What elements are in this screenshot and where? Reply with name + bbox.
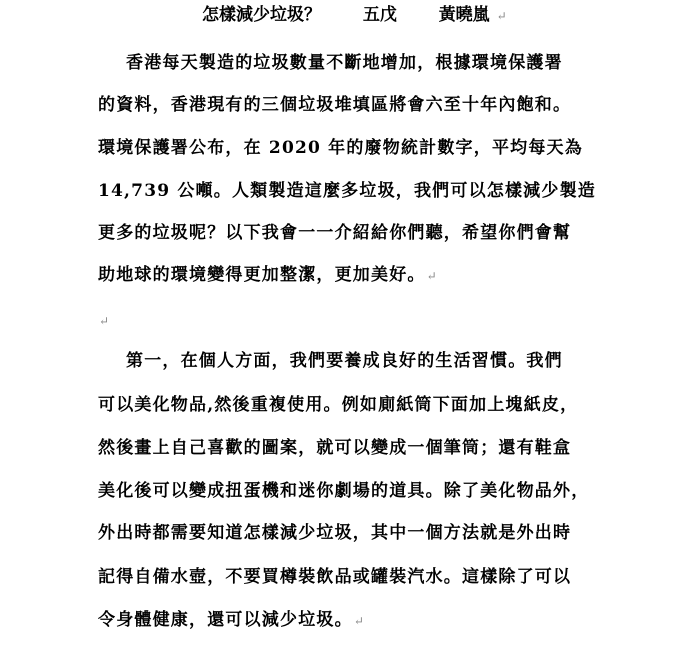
paragraph-1-line-1: 香港每天製造的垃圾數量不斷地增加，根據環境保護署 (126, 53, 563, 73)
paragraph-2-line-2: 可以美化物品,然後重複使用。例如廁紙筒下面加上塊紙皮， (98, 395, 579, 415)
paragraph-2-line-4: 美化後可以變成扭蛋機和迷你劇場的道具。除了美化物品外， (98, 481, 590, 501)
paragraph-2-line-7-text: 令身體健康，還可以減少垃圾。 (98, 610, 353, 630)
paragraph-1-line-6 (98, 264, 438, 287)
paragraph-1-line-3: 環境保護署公布，在 2020 年的廢物統計數字，平均每天為 (98, 138, 583, 158)
document-title (202, 4, 507, 27)
paragraph-2-line-7 (98, 609, 365, 632)
title-class: 五戊 (362, 5, 397, 25)
paragraph-2-line-6: 記得自備水壺，不要買樽裝飲品或罐裝汽水。這樣除了可以 (98, 567, 572, 587)
paragraph-2-line-1: 第一，在個人方面，我們要養成良好的生活習慣。我們 (126, 351, 563, 371)
paragraph-1-line-6-text: 助地球的環境變得更加整潔，更加美好。 (98, 265, 426, 285)
title-author: 黃曉嵐 (438, 5, 490, 25)
paragraph-2-line-5: 外出時都需要知道怎樣減少垃圾，其中一個方法就是外出時 (98, 523, 572, 543)
paragraph-1-line-2: 的資料，香港現有的三個垃圾堆填區將會六至十年內飽和。 (98, 95, 572, 115)
title-topic: 怎樣減少垃圾？ (202, 5, 321, 25)
paragraph-mark-icon: ↵ (496, 9, 507, 23)
paragraph-1-line-4: 14,739 公噸。人類製造這麼多垃圾，我們可以怎樣減少製造 (98, 181, 596, 201)
paragraph-mark-icon: ↵ (353, 614, 366, 628)
paragraph-mark-icon: ↵ (426, 269, 438, 283)
paragraph-2-line-3: 然後畫上自己喜歡的圖案，就可以變成一個筆筒；還有鞋盒 (98, 438, 572, 458)
paragraph-mark-icon: ↵ (99, 314, 111, 328)
empty-paragraph (98, 309, 110, 332)
paragraph-1-line-5: 更多的垃圾呢？以下我會一一介紹給你們聽，希望你們會幫 (98, 223, 572, 243)
